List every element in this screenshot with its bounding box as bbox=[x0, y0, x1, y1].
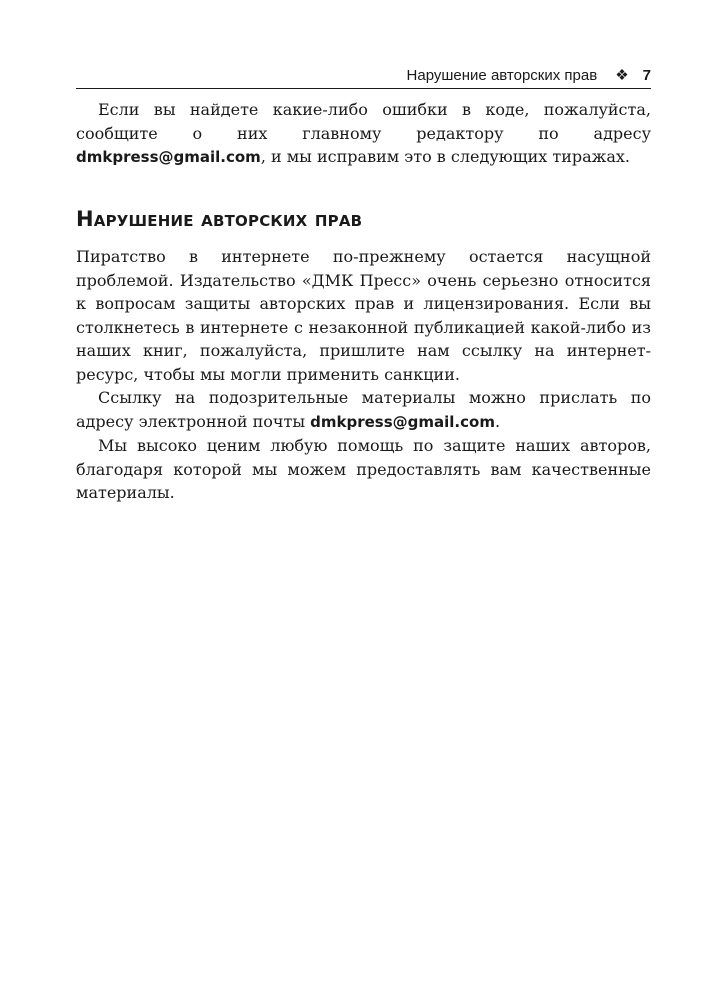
running-header bbox=[76, 64, 651, 86]
report-paragraph bbox=[76, 386, 651, 434]
section-heading: Нарушение авторских прав bbox=[76, 206, 363, 231]
header-rule bbox=[76, 88, 651, 89]
intro-email: dmkpress@gmail.com bbox=[76, 148, 261, 166]
page-number: 7 bbox=[642, 66, 651, 84]
piracy-paragraph: Пиратство в интернете по-прежнему остается насущной проблемой. Издательство «ДМК Пресс» очень серьезно относится к вопросам защиты авторских прав и лицензирования. Если вы столкнетесь в интернете с незаконной публикацией какой-либо из наших книг, пожалуйста, пришлите нам ссылку на интернет-ресурс, чтобы мы могли применить санкции. bbox=[76, 247, 651, 384]
thanks-paragraph: Мы высоко ценим любую помощь по защите наших авторов, благодаря которой мы можем предоставлять вам качественные материалы. bbox=[76, 436, 651, 502]
report-text-before: Ссылку на подозрительные материалы можно прислать по адресу электронной почты bbox=[76, 388, 651, 431]
report-text-after: . bbox=[494, 411, 501, 431]
page-body bbox=[76, 98, 651, 505]
intro-paragraph bbox=[76, 98, 651, 170]
report-email: dmkpress@gmail.com bbox=[310, 412, 495, 431]
running-title: Нарушение авторских прав bbox=[406, 66, 598, 84]
intro-text-before: Если вы найдете какие-либо ошибки в коде, пожалуйста, сообщите о них главному редактору по адресу bbox=[76, 100, 651, 143]
intro-text-after: , и мы исправим это в следующих тиражах. bbox=[260, 147, 630, 166]
four-petal-diamond-icon: ❖ bbox=[615, 67, 629, 84]
